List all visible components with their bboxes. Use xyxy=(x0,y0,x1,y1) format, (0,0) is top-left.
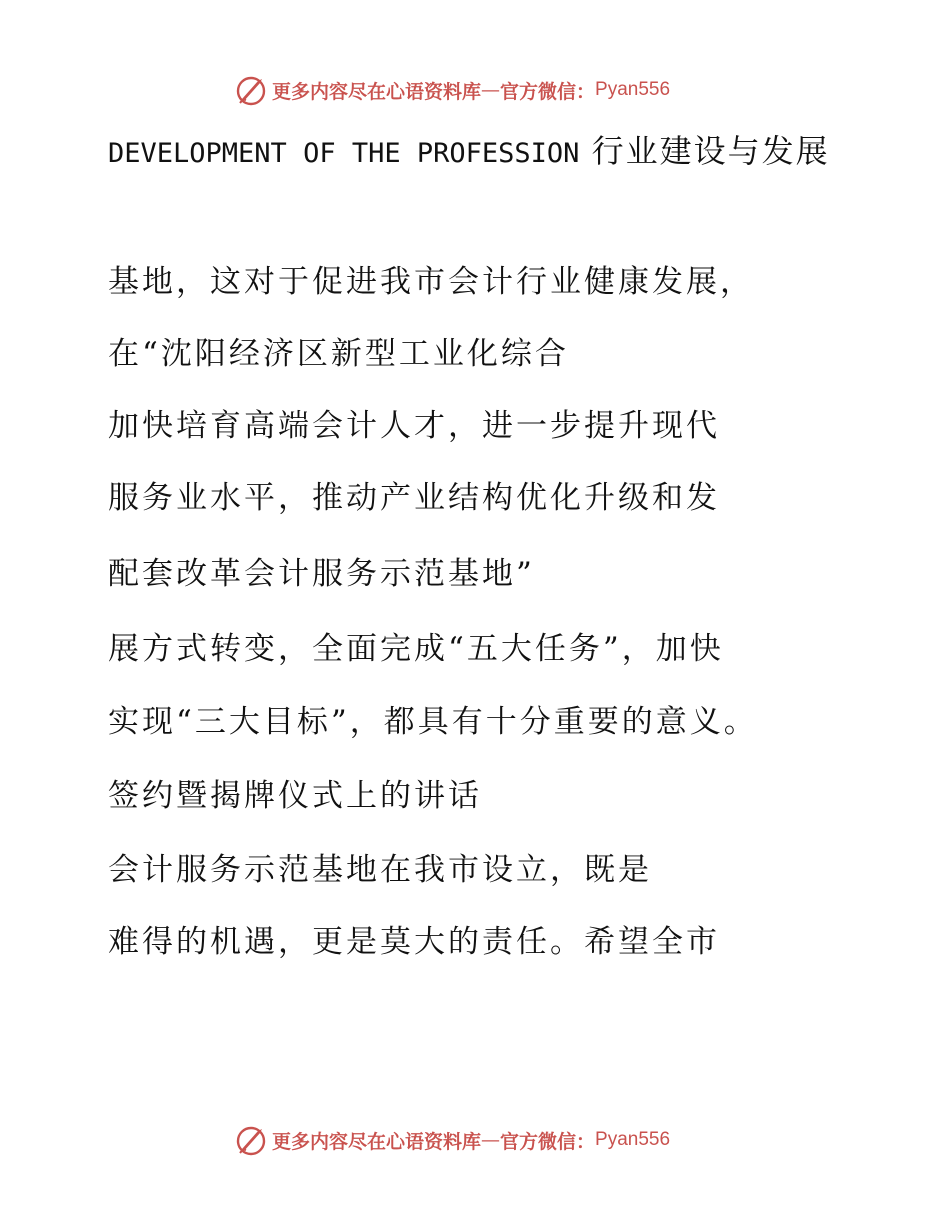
body-line: 实现“三大目标”，都具有十分重要的意义。 xyxy=(108,704,758,740)
body-line: 服务业水平，推动产业结构优化升级和发 xyxy=(108,480,720,516)
watermark-separator: — xyxy=(481,79,501,101)
watermark-text: 更多内容尽在心语资料库 xyxy=(272,1130,482,1153)
body-line: 配套改革会计服务示范基地” xyxy=(108,556,535,592)
watermark-account: Pyan556 xyxy=(595,79,671,100)
watermark-label: 官方微信： xyxy=(500,80,596,103)
body-line: 加快培育高端会计人才，进一步提升现代 xyxy=(108,408,720,444)
document-title-english: DEVELOPMENT OF THE PROFESSION xyxy=(108,138,580,169)
body-line: 签约暨揭牌仪式上的讲话 xyxy=(108,778,482,814)
quill-pen-logo-icon xyxy=(234,1123,268,1157)
body-line: 在“沈阳经济区新型工业化综合 xyxy=(108,336,569,372)
body-line: 展方式转变，全面完成“五大任务”，加快 xyxy=(108,631,724,667)
watermark-label: 官方微信： xyxy=(500,1130,596,1153)
body-line: 难得的机遇，更是莫大的责任。希望全市 xyxy=(108,924,720,960)
quill-pen-logo-icon xyxy=(234,73,268,107)
watermark-account: Pyan556 xyxy=(595,1129,671,1150)
header-watermark xyxy=(234,72,670,108)
document-title-chinese: 行业建设与发展 xyxy=(591,132,830,170)
watermark-text: 更多内容尽在心语资料库 xyxy=(272,80,482,103)
body-line: 会计服务示范基地在我市设立，既是 xyxy=(108,852,652,888)
watermark-separator: — xyxy=(481,1129,501,1151)
document-title xyxy=(96,122,836,183)
footer-watermark xyxy=(234,1122,670,1158)
body-line: 基地，这对于促进我市会计行业健康发展， xyxy=(108,264,754,300)
